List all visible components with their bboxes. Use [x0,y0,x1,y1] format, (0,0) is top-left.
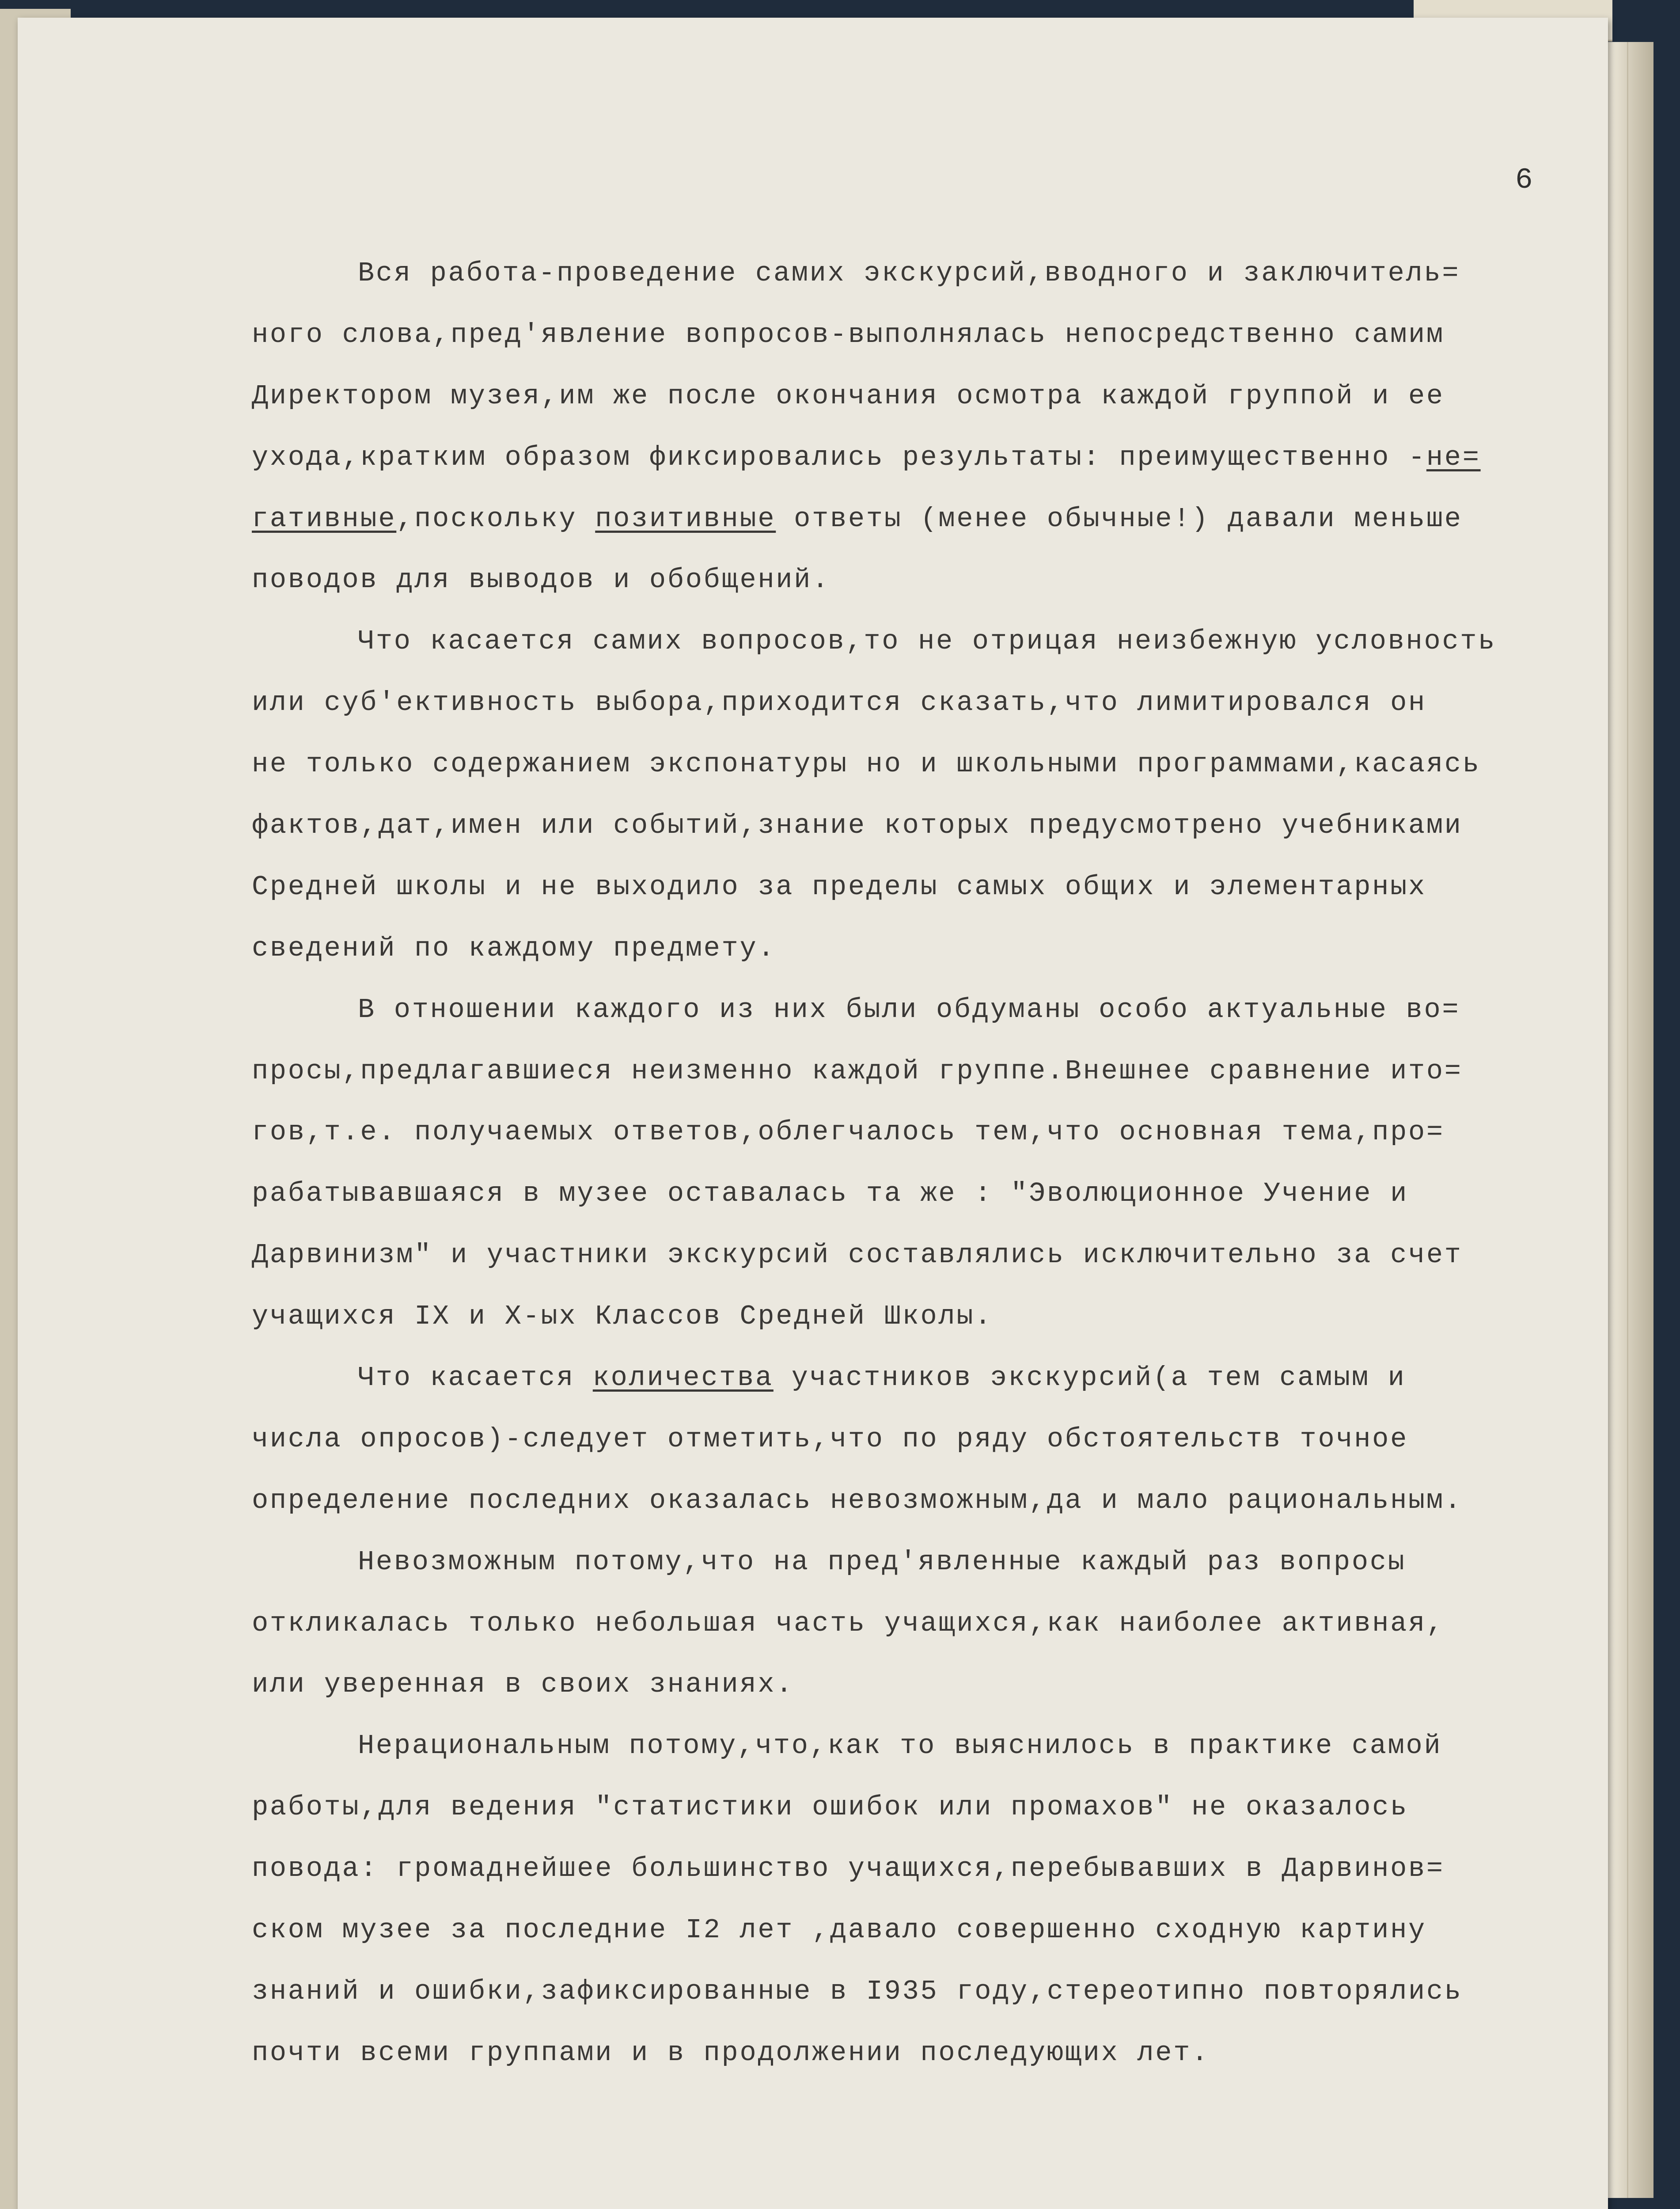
underlined-word: позитивные [595,503,776,535]
text-line: Нерациональным потому,что,как то выяснилось в практике самой [358,1730,1442,1762]
typewritten-page [18,18,1608,2209]
text-line: откликалась только небольшая часть учащихся,как наиболее активная, [252,1607,1445,1639]
text-segment: участников экскурсий(а тем самым и [773,1362,1406,1394]
text-line: Директором музея,им же после окончания осмотра каждой группой и ее [252,380,1445,412]
text-line: учащихся IX и X-ых Классов Средней Школы. [252,1301,993,1332]
text-segment: ухода,кратким образом фиксировались результаты: преимущественно - [252,441,1426,473]
text-line: фактов,дат,имен или событий,знание которых предусмотрено учебниками [252,810,1463,842]
text-line: гов,т.е. получаемых ответов,облегчалось тем,что основная тема,про= [252,1116,1445,1148]
text-line: работы,для ведения "статистики ошибок или промахов" не оказалось [252,1791,1408,1823]
body-text [252,243,1612,2084]
text-segment: Что касается [358,1362,593,1394]
text-line: ного слова,пред'явление вопросов-выполнялась непосредственно самим [252,319,1445,350]
underlined-word: не= [1426,441,1481,473]
text-line: определение последних оказалась невозможным,да и мало рациональным. [252,1484,1463,1516]
text-line [252,1347,1612,1409]
text-line: В отношении каждого из них были обдуманы особо актуальные во= [358,994,1460,1025]
text-segment: ответы (менее обычные!) давали меньше [776,503,1463,535]
text-line: повода: громаднейшее большинство учащихся,перебывавших в Дарвинов= [252,1853,1445,1885]
text-line: ском музее за последние I2 лет ,давало совершенно сходную картину [252,1914,1426,1946]
text-line [252,489,1612,550]
text-line: или уверенная в своих знаниях. [252,1669,794,1700]
text-line: поводов для выводов и обобщений. [252,564,830,596]
text-line: Что касается самих вопросов,то не отрицая неизбежную условность [358,626,1497,657]
text-line: Невозможным потому,что на пред'явленные каждый раз вопросы [358,1546,1406,1578]
page-number: 6 [1515,163,1534,197]
text-line: просы,предлагавшиеся неизменно каждой группе.Внешнее сравнение ито= [252,1055,1463,1087]
text-line: Дарвинизм" и участники экскурсий составлялись исключительно за счет [252,1239,1463,1271]
text-line: сведений по каждому предмету. [252,932,776,964]
text-line: не только содержанием экспонатуры но и школьными программами,касаясь [252,748,1481,780]
text-line: числа опросов)-следует отметить,что по ряду обстоятельств точное [252,1423,1408,1455]
text-line: почти всеми группами и в продолжении последующих лет. [252,2037,1210,2069]
text-line: рабатывавшаяся в музее оставалась та же : "Эволюционное Учение и [252,1178,1408,1210]
text-line [252,427,1612,489]
underlined-word: гативные [252,503,397,535]
text-line: знаний и ошибки,зафиксированные в I935 году,стереотипно повторялись [252,1975,1463,2007]
text-segment: ,поскольку [396,503,595,535]
text-line: Средней школы и не выходило за пределы самых общих и элементарных [252,871,1426,903]
text-line: Вся работа-проведение самих экскурсий,вводного и заключитель= [358,258,1460,289]
text-line: или суб'ективность выбора,приходится сказать,что лимитировался он [252,687,1426,719]
underlined-word: количества [592,1362,774,1394]
